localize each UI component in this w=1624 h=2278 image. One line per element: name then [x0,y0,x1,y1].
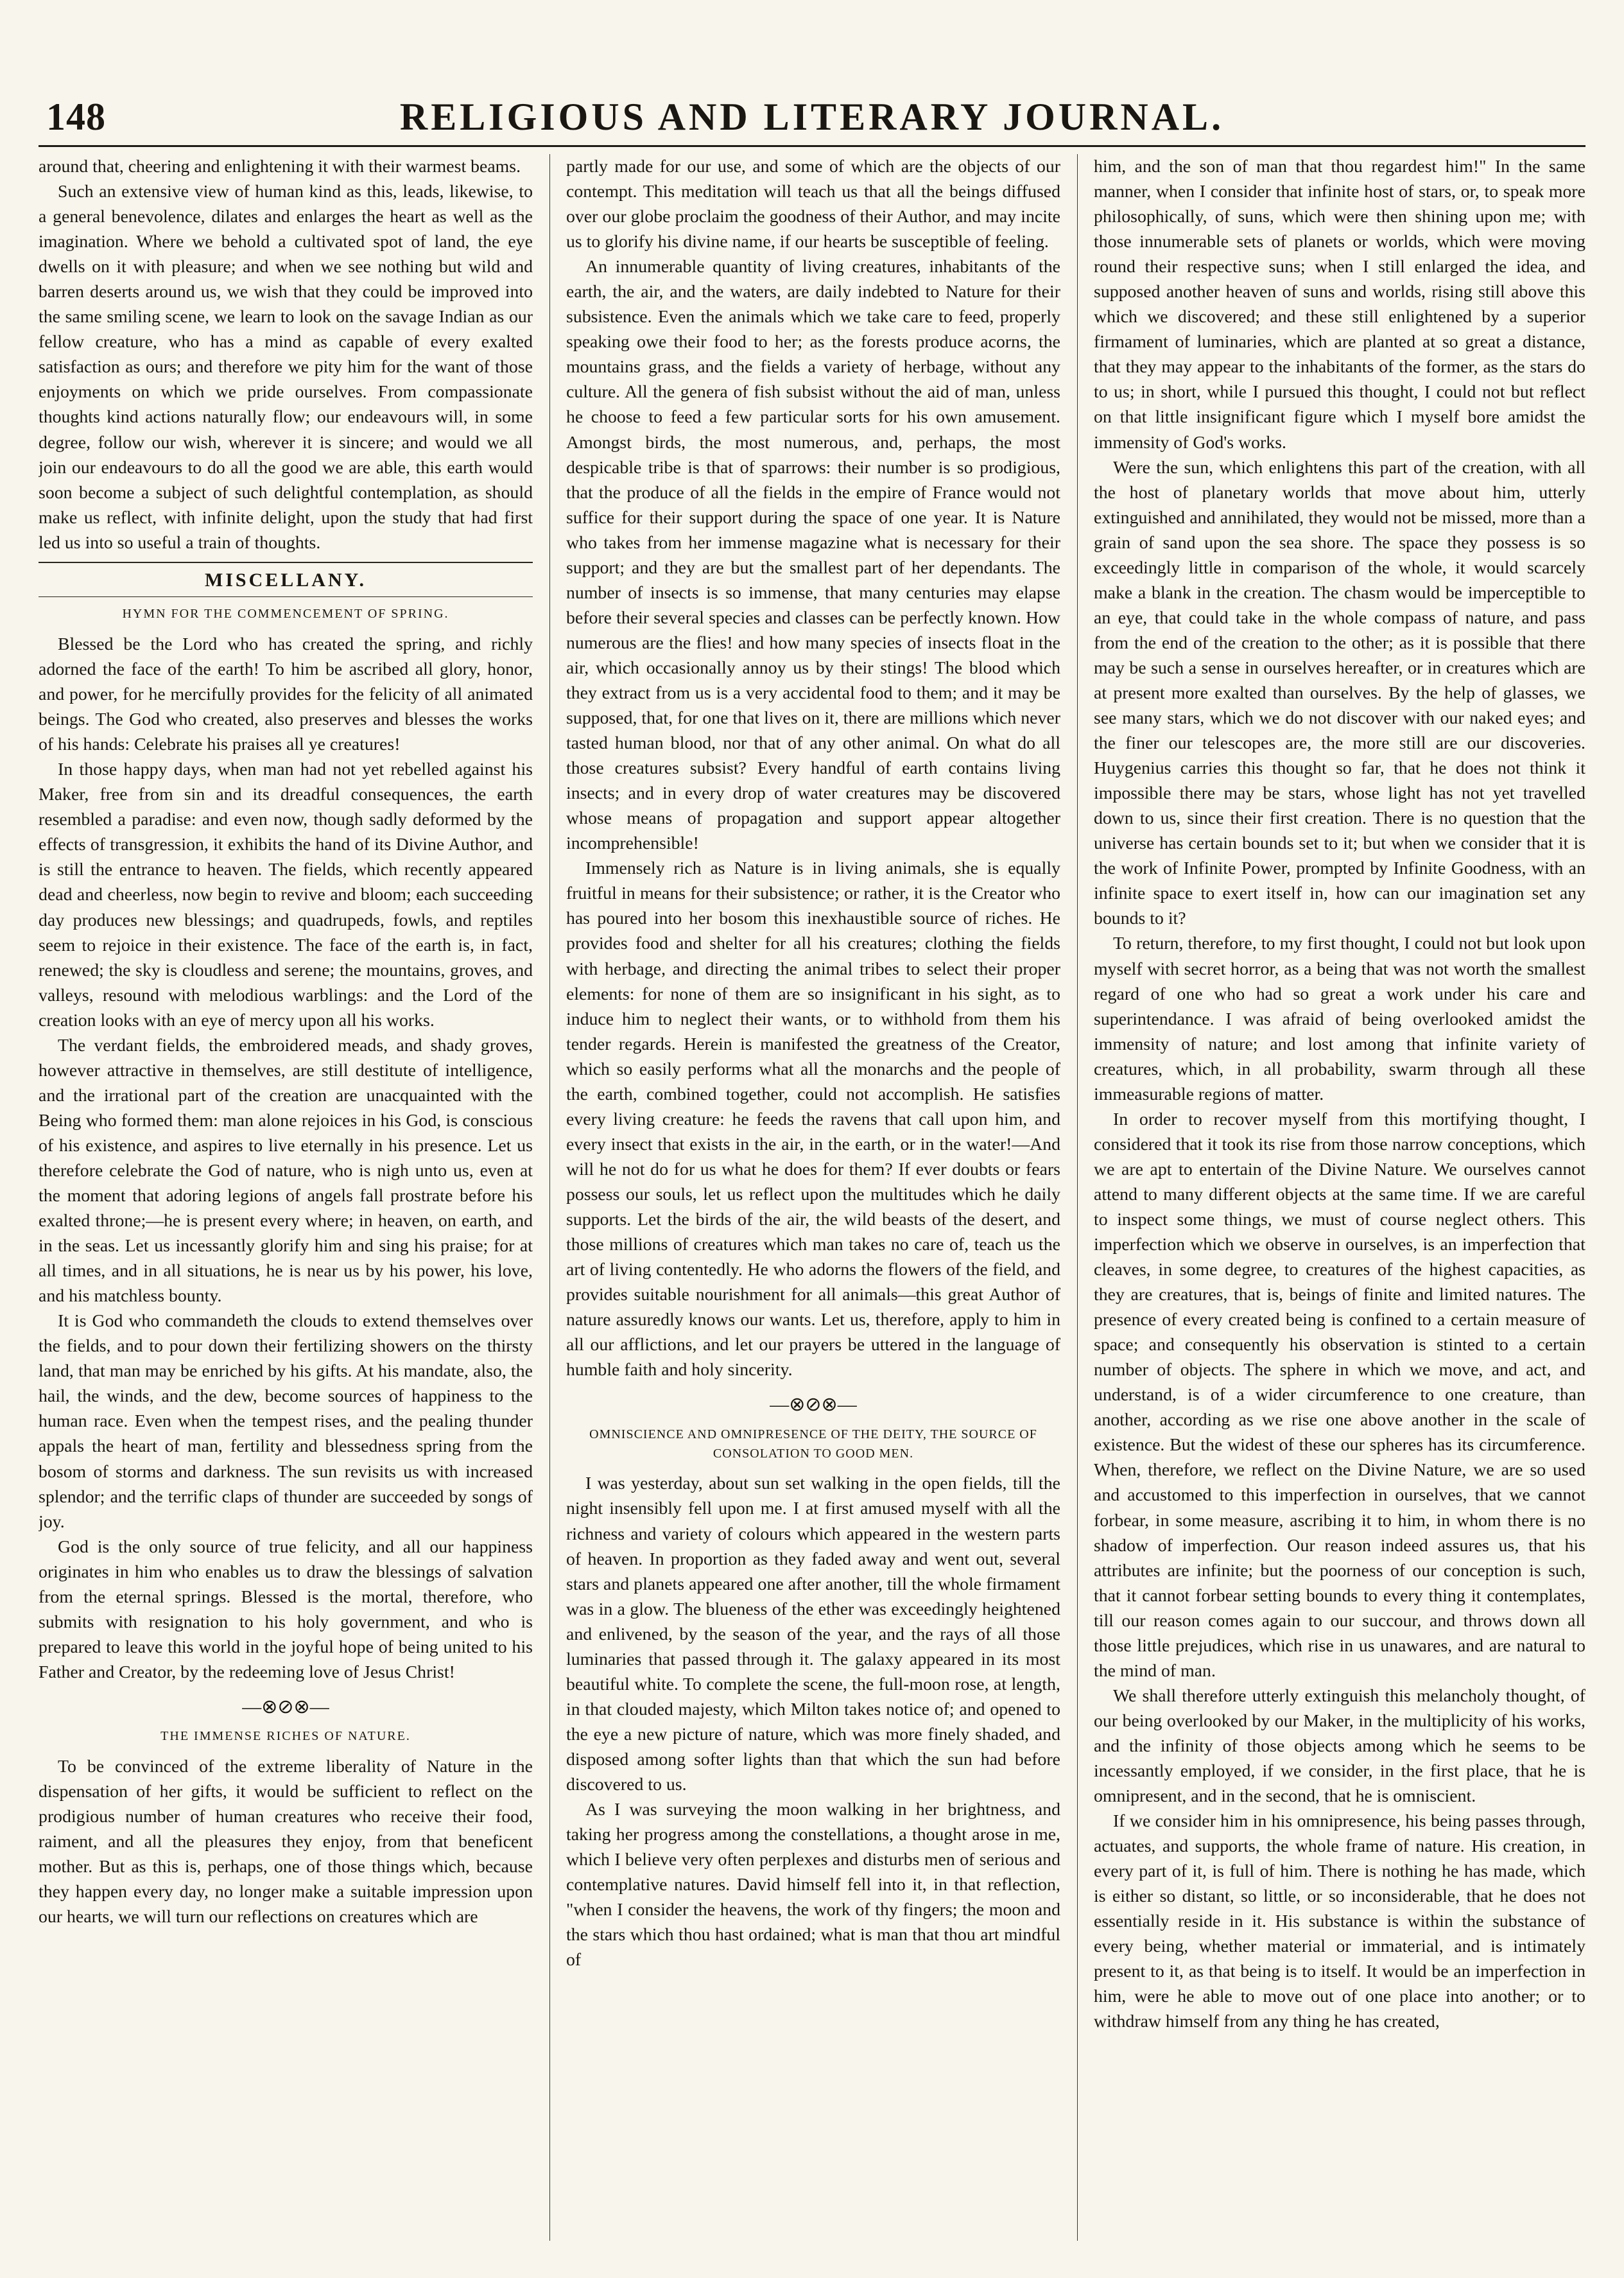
page-number: 148 [46,96,106,138]
column-separator [1077,154,1078,2241]
ornament-divider: —⊗⊘⊗— [770,1394,857,1416]
paragraph: If we consider him in his omnipresence, his being passes through, actuates, and supports, the whole frame of nature. His creation, in every part of it, is full of him. There is nothing he has made, which is either so distant, so little, or so inconsiderable, that he does not essentially reside in it. His substance is within the substance of every being, whether material or immaterial, and is intimately present to it, as that being is to itself. It would be an imperfection in him, were he able to move out of one place into another; or to withdraw himself from any thing he has created, [1094,1811,1585,2032]
paragraph: In order to recover myself from this mortifying thought, I considered that it took its rise from those narrow conceptions, which we are apt to entertain of the Divine Nature. We ourselves cannot attend to many different objects at the same time. If we are careful to inspect some things, we must of course neglect others. This imperfection which we observe in ourselves, is an imperfection that cleaves, in some degree, to creatures of the highest capacities, as they are creatures, that is, beings of finite and limited natures. The presence of every created being is confined to a certain measure of space; and consequently his observation is stinted to a certain number of objects. The sphere in which we move, and act, and understand, is of a wider circumference to one creature, than another, according as we rise one above another in the scale of existence. But the widest of these our spheres has its circumference. When, therefore, we reflect on the Divine Nature, we are so used and accustomed to this imperfection in ourselves, that we cannot forbear, in some measure, ascribing it to him, in whom there is no shadow of imperfection. Our reason indeed assures us, that his attributes are infinite; but the poorness of our conception is such, that it cannot forbear setting bounds to every thing it contemplates, till our reason comes again to our succour, and throws down all those little prejudices, which rise in us unawares, and are natural to the mind of man. [1094,1109,1585,1681]
paragraph: The verdant fields, the embroidered meads, and shady groves, however attractive in themselves, are still destitute of intelligence, and the irrational part of the creation are unacquainted with the Being who formed them: man alone rejoices in his God, is conscious of his existence, and aspires to live eternally in his presence. Let us therefore celebrate the God of nature, who is nigh unto us, even at the moment that adoring legions of angels fall prostrate before his exalted throne;—he is present every where; in heaven, on earth, and in the seas. Let us incessantly glorify him and sing his praise; for at all times, and in all situations, he is near us by his power, his love, and his matchless bounty. [39,1035,533,1307]
paragraph: Such an extensive view of human kind as this, leads, likewise, to a general benevolence, dilates and enlarges the heart as well as the imagination. Where we behold a cultivated spot of land, the eye dwells on it with pleasure; and when we see nothing but wild and barren deserts around us, we wish that they could be improved into the same smiling scene, we learn to look on the savage Indian as our fellow creature, who has a mind as capable of every exalted satisfaction as ours; and therefore we pity him for the want of those enjoyments on which we pride ourselves. From compassionate thoughts kind actions naturally flow; our endeavours will, in some degree, follow our wish, wherever it is sincere; and would we all join our endeavours to do all the good we are able, this earth would soon become a subject of such delightful contemplation, as should make us reflect, with infinite delight, upon the study that had first led us into so useful a train of thoughts. [39,182,533,553]
paragraph: As I was surveying the moon walking in her brightness, and taking her progress among the constellations, a thought arose in me, which I believe very often perplexes and disturbs men of serious and contemplative natures. David himself fell into it, in that reflection, "when I consider the heavens, the work of thy fingers; the moon and the stars which thou hast ordained; what is man that thou art mindful of [566,1800,1060,1970]
column-separator [549,154,550,2241]
column-2 [566,154,1060,2241]
paragraph: him, and the son of man that thou regardest him!" In the same manner, when I consider that infinite host of stars, or, to speak more philosophically, of suns, which were then shining upon me; with those innumerable sets of planets or worlds, which were moving round their respective suns; when I still enlarged the idea, and supposed another heaven of suns and worlds, rising still above this which we discovered; and these still enlightened by a superior firmament of luminaries, which are planted at so great a distance, that they may appear to the inhabitants of the former, as the stars do to us; in short, while I pursued this thought, I could not but reflect on that little insignificant figure which I myself bore amidst the immensity of God's works. [1094,157,1585,453]
paragraph: around that, cheering and enlightening it with their warmest beams. [39,157,521,177]
paragraph: God is the only source of true felicity, and all our happiness originates in him who enables us to draw the blessings of salvation from the eternal springs. Blessed is the mortal, therefore, who submits with resignation to his holy government, and who is prepared to leave this world in the joyful hope of being united to his Father and Creator, by the redeeming love of Jesus Christ! [39,1536,533,1682]
paragraph: We shall therefore utterly extinguish this melancholy thought, of our being overlooked by our Maker, in the multiplicity of his works, and the infinity of those objects among which he seems to be incessantly employed, if we consider, in the first place, that he is omnipresent, and in the second, that he is omniscient. [1094,1685,1585,1807]
paragraph: Blessed be the Lord who has created the spring, and richly adorned the face of the earth! To him be ascribed all glory, honor, and power, for he mercifully provides for the felicity of all animated beings. The God who created, also preserves and blesses the works of his hands: Celebrate his praises all ye creatures! [39,634,533,755]
paragraph: Immensely rich as Nature is in living animals, she is equally fruitful in means for their subsistence; or rather, it is the Creator who has poured into her bosom this inexhaustible source of riches. He provides food and shelter for all his creatures; clothing the fields with herbage, and directing the animal tribes to select their proper elements: for none of them are so insignificant in his sight, as to induce him to neglect their wants, or to withhold from them his tender regards. Herein is manifested the greatness of the Creator, which so easily performs what all the monarchs and the people of the earth, combined together, could not accomplish. He satisfies every living creature: he feeds the ravens that call upon him, and every insect that exists in the air, in the earth, or in the water!—And will he not do for us what he does for them? If ever doubts or fears possess our souls, let us reflect upon the multitudes which he daily supports. Let the birds of the air, the wild beasts of the desert, and those millions of creatures which man takes no care of, teach us the art of living contentedly. He who adorns the flowers of the field, and provides suitable nourishment for all animals—this great Author of nature assuredly knows our wants. Let us, therefore, apply to him in all our afflictions, and let our prayers be uttered in the language of humble faith and holy sincerity. [566,858,1060,1380]
section-divider [39,562,533,563]
ornament-divider: —⊗⊘⊗— [242,1696,329,1717]
paragraph: I was yesterday, about sun set walking in the open fields, till the night insensibly fell upon me. I at first amused myself with all the richness and variety of colours which appeared in the western parts of heaven. In proportion as they faded away and went out, several stars and planets appeared one after another, till the whole firmament was in a glow. The blueness of the ether was exceedingly heightened and enlivened, by the season of the year, and the rays of all those luminaries that passed through it. The galaxy appeared in its most beautiful white. To complete the scene, the full-moon rose, at length, in that clouded majesty, which Milton takes notice of; and opened to the eye a new picture of nature, which was more finely shaded, and disposed among softer lights than that which the sun had before discovered to us. [566,1474,1060,1795]
column-3 [1094,154,1585,2241]
section-divider [39,596,533,597]
text-columns [39,154,1585,2241]
article-title-riches: THE IMMENSE RICHES OF NATURE. [160,1729,411,1744]
page-header [39,90,1585,141]
section-heading-miscellany: MISCELLANY. [204,569,367,591]
paragraph: It is God who commandeth the clouds to extend themselves over the fields, and to pour down their fertilizing showers on the thirsty land, that man may be enriched by his gifts. At his mandate, also, the hail, the winds, and the dew, become sources of happiness to the human race. Even when the tempest rises, and the pealing thunder appals the heart of man, fertility and blessedness spring from the bosom of storms and darkness. The sun revisits us with increased splendor; and the terrific claps of thunder are succeeded by songs of joy. [39,1311,533,1532]
paragraph: Were the sun, which enlightens this part of the creation, with all the host of planetary worlds that move about him, utterly extinguished and annihilated, they would not be missed, more than a grain of sand upon the sea shore. The space they possess is so exceedingly little in comparison of the whole, it would scarcely make a blank in the creation. The chasm would be imperceptible to an eye, that could take in the whole compass of nature, and pass from the end of the creation to the other; as it is possible that there may be such a sense in ourselves hereafter, or in creatures which are at present more exalted than ourselves. By the help of glasses, we see many stars, which we do not discover with our naked eyes; and the finer our telescopes are, the more still are our discoveries. Huygenius carries this thought so far, that he does not think it impossible there may be stars, whose light has not yet travelled down to us, since their first creation. There is no question that the universe has certain bounds set to it; but when we consider that it is the work of Infinite Power, prompted by Infinite Goodness, with an infinite space to exert itself in, how can our imagination set any bounds to it? [1094,457,1585,929]
article-title-hymn: HYMN FOR THE COMMENCEMENT OF SPRING. [122,606,449,621]
paragraph: partly made for our use, and some of which are the objects of our contempt. This meditation will teach us that all the beings diffused over our globe proclaim the goodness of their Author, and may incite us to glorify his divine name, if our hearts be susceptible of feeling. [566,157,1060,252]
paragraph: In those happy days, when man had not yet rebelled against his Maker, free from sin and its dreadful consequences, the earth resembled a paradise: and even now, though sadly deformed by the effects of transgression, it exhibits the hand of its Divine Author, and is still the entrance to heaven. The fields, which recently appeared dead and cheerless, now begin to revive and bloom; each succeeding day produces new blessings; and quadrupeds, fowls, and reptiles seem to rejoice in their existence. The face of the earth is, in fact, renewed; the sky is cloudless and serene; the mountains, groves, and valleys, resound with melodious warblings: and the Lord of the creation looks with an eye of mercy upon all his works. [39,760,533,1030]
article-title-omniscience: OMNISCIENCE AND OMNIPRESENCE OF THE DEITY, THE SOURCE OF CONSOLATION TO GOOD MEN. [589,1427,1037,1461]
paragraph: To return, therefore, to my first thought, I could not but look upon myself with secret horror, as a being that was not worth the smallest regard of one who had so great a work under his care and superintendance. I was afraid of being overlooked amidst the immensity of nature; and lost among that infinite variety of creatures, which, in all probability, swarm through all these immeasurable regions of matter. [1094,934,1585,1104]
paragraph: To be convinced of the extreme liberality of Nature in the dispensation of her gifts, it would be sufficient to reflect on the prodigious number of human creatures who receive their food, raiment, and all the pleasures they enjoy, from that beneficent mother. But as this is, perhaps, one of those things which, because they happen every day, no longer make a suitable impression upon our hearts, we will turn our reflections on creatures which are [39,1757,533,1927]
header-rule [39,145,1585,147]
column-1 [39,154,533,2241]
paragraph: An innumerable quantity of living creatures, inhabitants of the earth, the air, and the waters, are daily indebted to Nature for their subsistence. Even the animals which we take care to feed, properly speaking owe their food to her; as the forests produce acorns, the mountains grass, and the fields a variety of herbage, without any culture. All the genera of fish subsist without the aid of man, unless he choose to feed a few particular sorts for his own amusement. Amongst birds, the most numerous, and, perhaps, the most despicable tribe is that of sparrows: their number is so prodigious, that the produce of all the fields in the empire of France would not suffice for their support during the space of one year. It is Nature who takes from her immense magazine what is necessary for their support; and they are but the smallest part of her dependants. The number of insects is so immense, that many centuries may elapse before their several species and classes can be perfectly known. How numerous are the flies! and how many species of insects float in the air, which occasionally annoy us by their stings! The blood which they extract from us is a very accidental food to them; and it may be supposed, that, for one that lives on it, there are millions which never tasted human blood, nor that of any other animal. On what do all those creatures subsist? Every handful of earth contains living insects; and in every drop of water creatures may be discovered whose means of propagation and support appear altogether incomprehensible! [566,257,1060,854]
journal-title: RELIGIOUS AND LITERARY JOURNAL. [399,96,1225,138]
